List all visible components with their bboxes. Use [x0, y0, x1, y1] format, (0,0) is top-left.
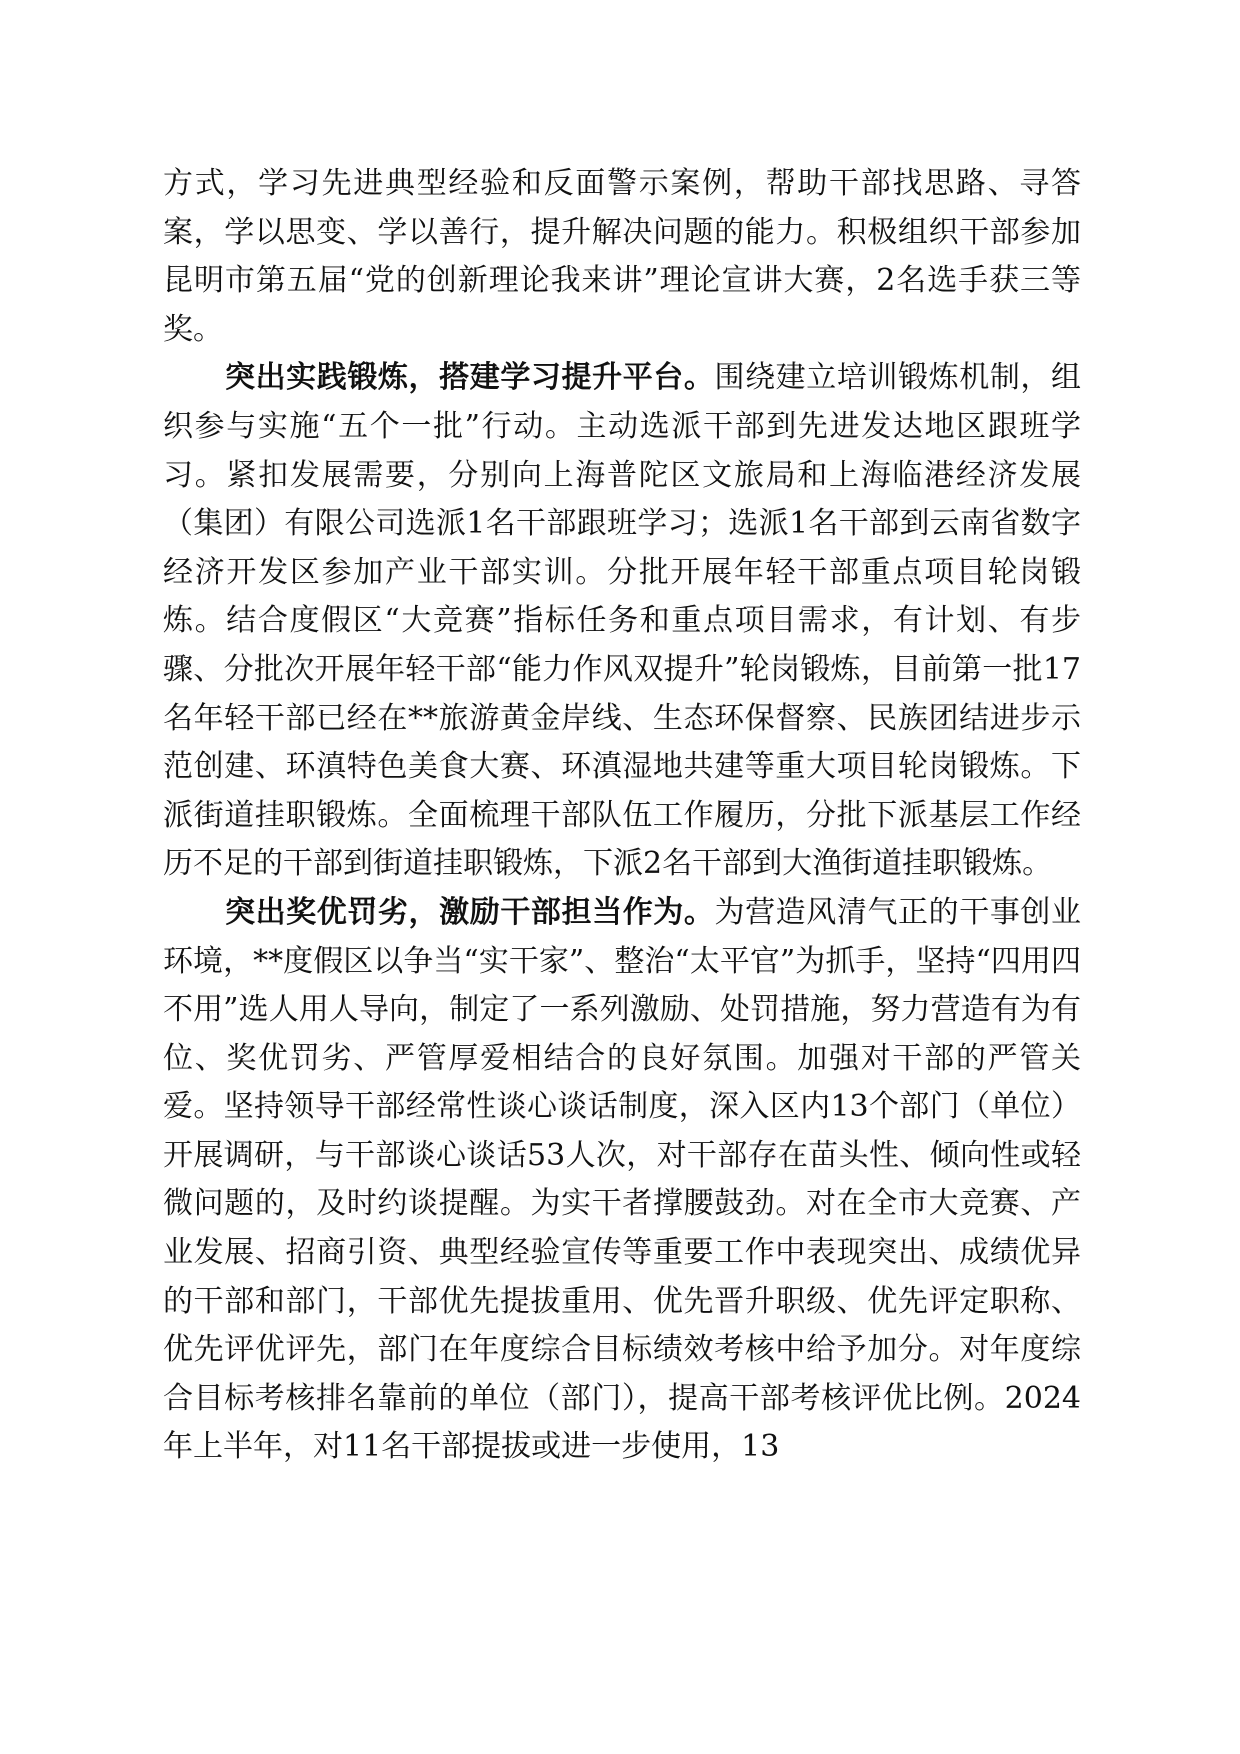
document-page [163, 160, 1081, 1472]
paragraph-rewards-penalties [163, 889, 1081, 1472]
paragraph-text: 方式，学习先进典型经验和反面警示案例，帮助干部找思路、寻答案，学以思变、学以善行，提升解决问题的能力。积极组织干部参加昆明市第五届“党的创新理论我来讲”理论宣讲大赛，2名选手获三等奖。 [163, 166, 1081, 347]
paragraph-practice-training [163, 354, 1081, 889]
paragraph-text: 为营造风清气正的干事创业环境，**度假区以争当“实干家”、整治“太平官”为抓手，坚持“四用四不用”选人用人导向，制定了一系列激励、处罚措施，努力营造有为有位、奖优罚劣、严管厚爱相结合的良好氛围。加强对干部的严管关爱。坚持领导干部经常性谈心谈话制度，深入区内13个部门（单位）开展调研，与干部谈心谈话53人次，对干部存在苗头性、倾向性或轻微问题的，及时约谈提醒。为实干者撑腰鼓劲。对在全市大竞赛、产业发展、招商引资、典型经验宣传等重要工作中表现突出、成绩优异的干部和部门，干部优先提拔重用、优先晋升职级、优先评定职称、优先评优评先，部门在年度综合目标绩效考核中给予加分。对年度综合目标考核排名靠前的单位（部门），提高干部考核评优比例。2024年上半年，对11名干部提拔或进一步使用，13 [163, 894, 1082, 1465]
paragraph-heading: 突出奖优罚劣，激励干部担当作为。 [225, 894, 715, 930]
paragraph-heading: 突出实践锻炼，搭建学习提升平台。 [225, 360, 715, 396]
paragraph-text: 围绕建立培训锻炼机制，组织参与实施“五个一批”行动。主动选派干部到先进发达地区跟班学习。紧扣发展需要，分别向上海普陀区文旅局和上海临港经济发展（集团）有限公司选派1名干部跟班学习；选派1名干部到云南省数字经济开发区参加产业干部实训。分批开展年轻干部重点项目轮岗锻炼。结合度假区“大竞赛”指标任务和重点项目需求，有计划、有步骤、分批次开展年轻干部“能力作风双提升”轮岗锻炼，目前第一批17名年轻干部已经在**旅游黄金岸线、生态环保督察、民族团结进步示范创建、环滇特色美食大赛、环滇湿地共建等重大项目轮岗锻炼。下派街道挂职锻炼。全面梳理干部队伍工作履历，分批下派基层工作经历不足的干部到街道挂职锻炼，下派2名干部到大渔街道挂职锻炼。 [163, 360, 1082, 882]
paragraph-continuation [163, 160, 1081, 354]
